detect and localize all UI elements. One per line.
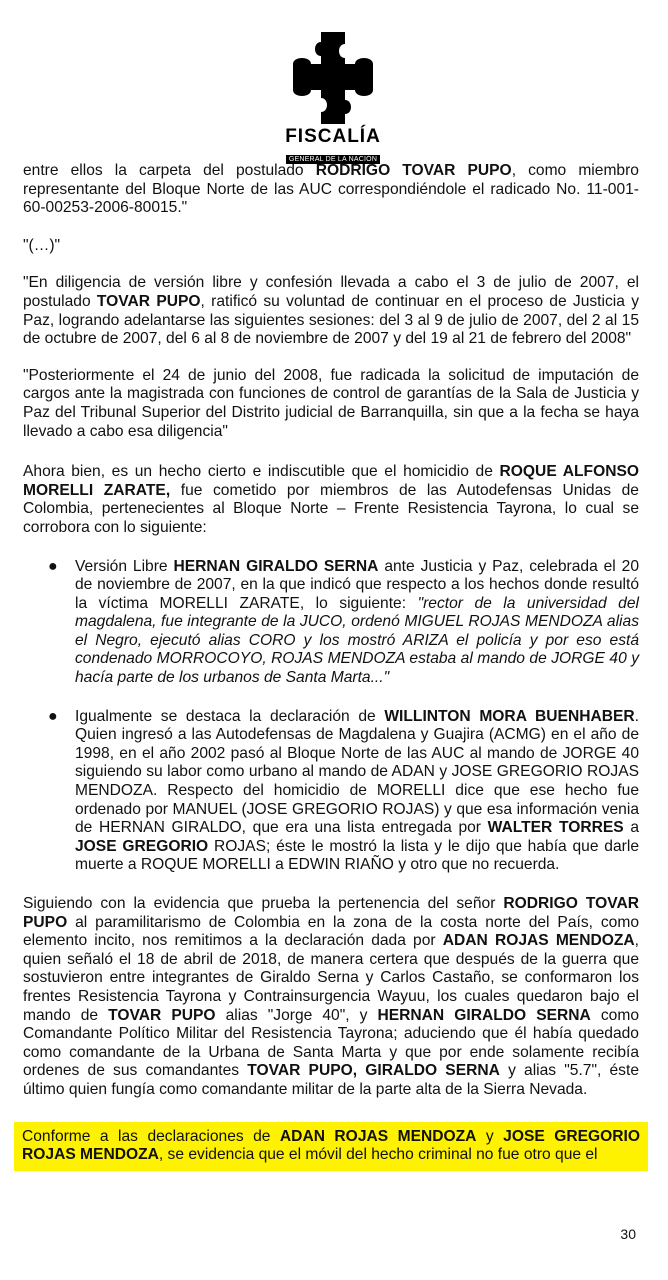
page-number: 30 — [620, 1226, 636, 1242]
document-body — [23, 162, 639, 1171]
fiscalia-logo — [278, 30, 388, 166]
paragraph-1: entre ellos la carpeta del postulado RODRIGO TOVAR PUPO, como miembro representante del Bloque Norte de las AUC correspondiéndole el radicado No. 11-001-60-00253-2006-80015." — [23, 162, 639, 217]
puzzle-piece-icon — [291, 30, 375, 124]
paragraph-3: "Posteriormente el 24 de junio del 2008, fue radicada la solicitud de imputación de cargos ante la magistrada con funciones de control de garantías de la Sala de Justicia y Paz del Tribunal Superior del Distrito judicial de Barranquilla, sin que a la fecha se haya llevado a cabo esa diligencia" — [23, 366, 639, 440]
highlighted-paragraph: Conforme a las declaraciones de ADAN ROJAS MENDOZA y JOSE GREGORIO ROJAS MENDOZA, se evidencia que el móvil del hecho criminal no fue otro que el — [14, 1122, 648, 1171]
bullet-item-2: ● Igualmente se destaca la declaración de WILLINTON MORA BUENHABER. Quien ingresó a las Autodefensas de Magdalena y Guajira (ACMG) en el año de 1998, en el año 2002 pasó al Bloque Norte de las AUC al mando de JORGE 40 siguiendo su labor como urbano al mando de ADAN y JOSE GREGORIO ROJAS MENDOZA. Respecto del homicidio de MORELLI dice que ese hecho fue ordenado por MANUEL (JOSE GREGORIO ROJAS) y que esa información venia de HERNAN GIRALDO, que era una lista entregada por WALTER TORRES a JOSE GREGORIO ROJAS; éste le mostró la lista y le dijo que había que darle muerte a ROQUE MORELLI a EDWIN RIAÑO y otro que no recuerda. — [48, 707, 639, 874]
logo-brand-text: FISCALÍA — [285, 126, 381, 147]
paragraph-ellipsis: "(…)" — [23, 236, 61, 254]
bullet-item-1: ● Versión Libre HERNAN GIRALDO SERNA ante Justicia y Paz, celebrada el 20 de noviembre de 2007, en la que indicó que respecto a los hechos donde resultó la víctima MORELLI ZARATE, lo siguiente: "rector de la universidad del magdalena, fue integrante de la JUCO, ordenó MIGUEL ROJAS MENDOZA alias el Negro, ejecutó alias CORO y los mostró ARIZA el policía y por eso está condenado MORROCOYO, ROJAS MENDOZA estaba al mando de JORGE 40 y hacía parte de los urbanos de Santa Marta..." — [48, 557, 639, 687]
paragraph-4: Ahora bien, es un hecho cierto e indiscutible que el homicidio de ROQUE ALFONSO MORELLI ZARATE, fue cometido por miembros de las Autodefensas Unidas de Colombia, pertenecientes al Bloque Norte – Frente Resistencia Tayrona, lo cual se corrobora con lo siguiente: — [23, 463, 639, 536]
bullet-dot-icon: ● — [48, 557, 58, 575]
bullet-dot-icon: ● — [48, 707, 58, 725]
logo-subtitle: GENERAL DE LA NACIÓN — [286, 155, 380, 164]
paragraph-2: "En diligencia de versión libre y confesión llevada a cabo el 3 de julio de 2007, el postulado TOVAR PUPO, ratificó su voluntad de continuar en el proceso de Justicia y Paz, logrando adelantarse las siguientes sesiones: del 3 al 9 de julio de 2007, del 2 al 15 de octubre de 2007, del 6 al 8 de noviembre de 2007 y del 19 al 21 de febrero del 2008" — [23, 274, 639, 348]
paragraph-5: Siguiendo con la evidencia que prueba la pertenencia del señor RODRIGO TOVAR PUPO al paramilitarismo de Colombia en la zona de la costa norte del País, como elemento incito, nos remitimos a la declaración dada por ADAN ROJAS MENDOZA, quien señaló el 18 de abril de 2018, de manera certera que después de la guerra que sostuvieron entre integrantes de Giraldo Serna y Carlos Castaño, se conformaron los frentes Resistencia Tayrona y Contrainsurgencia Wayuu, los cuales quedaron bajo el mando de TOVAR PUPO alias "Jorge 40", y HERNAN GIRALDO SERNA como Comandante Político Militar del Resistencia Tayrona; aduciendo que él había quedado como comandante de la Urbana de Santa Marta y que por ende solamente recibía ordenes de sus comandantes TOVAR PUPO, GIRALDO SERNA y alias "5.7", éste último quien fungía como comandante militar de la parte alta de la Sierra Nevada. — [23, 895, 640, 1098]
